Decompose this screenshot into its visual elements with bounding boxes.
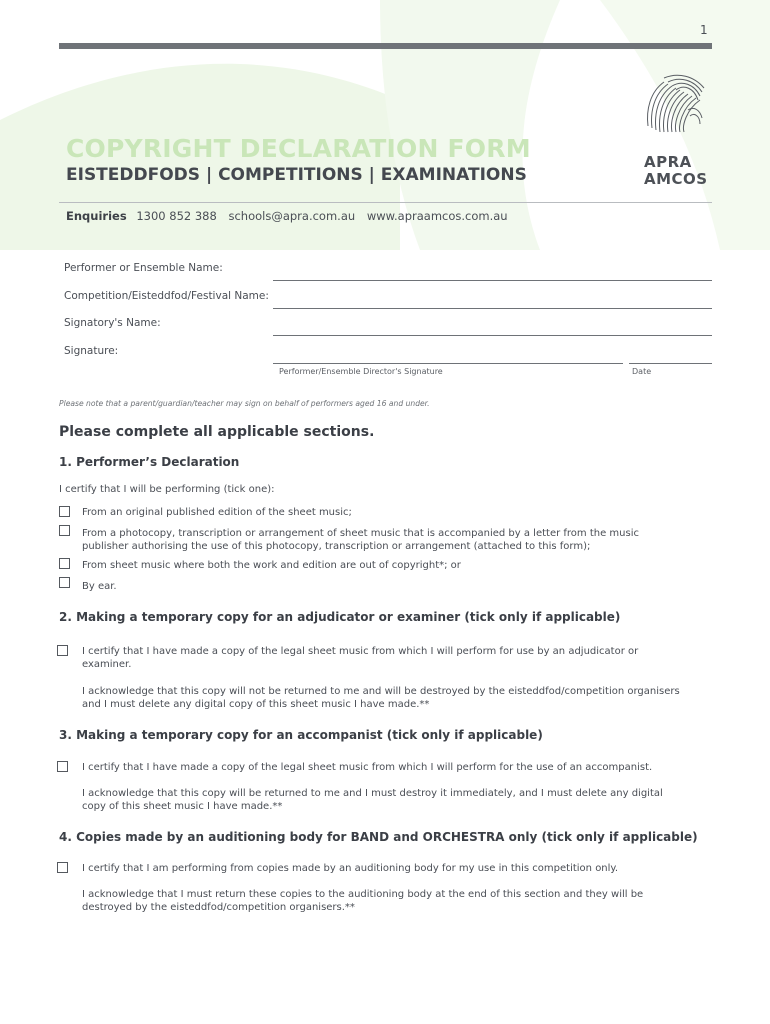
logo-line-apra: APRA xyxy=(644,153,692,171)
section4-certify-text: I certify that I am performing from copies made by an auditioning body for my use in this competition only. xyxy=(82,863,619,874)
enquiries-phone[interactable]: 1300 852 388 xyxy=(136,209,217,223)
signature-field[interactable] xyxy=(273,363,623,364)
section3-ack-text-cont: copy of this sheet music I have made.** xyxy=(82,801,283,812)
section2-checkbox[interactable] xyxy=(57,645,68,656)
section1-option2-checkbox[interactable] xyxy=(59,525,70,536)
competition-name-label: Competition/Eisteddfod/Festival Name: xyxy=(64,290,269,302)
section2-ack-text-cont: and I must delete any digital copy of this sheet music I have made.** xyxy=(82,699,430,710)
page-number: 1 xyxy=(700,23,708,37)
sections-heading: Please complete all applicable sections. xyxy=(59,424,375,440)
section4-ack-text: I acknowledge that I must return these copies to the auditioning body at the end of this section and they will be xyxy=(82,889,644,900)
section3-certify-text: I certify that I have made a copy of the legal sheet music from which I will perform for the use of an accompanist. xyxy=(82,762,653,773)
header-divider xyxy=(59,202,712,203)
enquiries-website[interactable]: www.apraamcos.com.au xyxy=(366,209,508,223)
apra-amcos-logo-text xyxy=(644,154,708,188)
date-field[interactable] xyxy=(629,363,712,364)
logo-line-amcos: AMCOS xyxy=(644,170,708,188)
signatory-name-field[interactable] xyxy=(273,335,712,336)
section1-intro: I certify that I will be performing (tick one): xyxy=(59,484,275,495)
enquiries-label: Enquiries xyxy=(66,209,127,223)
enquiries-email[interactable]: schools@apra.com.au xyxy=(228,209,356,223)
section4-ack-text-cont: destroyed by the eisteddfod/competition organisers.** xyxy=(82,902,355,913)
performer-name-field[interactable] xyxy=(273,280,712,281)
section1-option1-text: From an original published edition of the sheet music; xyxy=(82,507,352,518)
section2-title: 2. Making a temporary copy for an adjudicator or examiner (tick only if applicable) xyxy=(59,610,621,624)
section3-ack-text: I acknowledge that this copy will be returned to me and I must destroy it immediately, and I must delete any digital xyxy=(82,788,663,799)
section2-certify-text: I certify that I have made a copy of the legal sheet music from which I will perform for use by an adjudicator or xyxy=(82,646,639,657)
section1-option4-text: By ear. xyxy=(82,581,117,592)
section1-option1-checkbox[interactable] xyxy=(59,506,70,517)
form-subtitle: EISTEDDFODS | COMPETITIONS | EXAMINATIONS xyxy=(66,165,527,185)
enquiries-bar xyxy=(66,209,516,223)
section1-option3-checkbox[interactable] xyxy=(59,558,70,569)
section1-title: 1. Performer’s Declaration xyxy=(59,455,240,469)
section2-certify-text-cont: examiner. xyxy=(82,659,132,670)
guardian-note: Please note that a parent/guardian/teacher may sign on behalf of performers aged 16 and under. xyxy=(59,399,430,408)
form-title: COPYRIGHT DECLARATION FORM xyxy=(66,134,531,163)
section4-title: 4. Copies made by an auditioning body for BAND and ORCHESTRA only (tick only if applicable) xyxy=(59,830,698,844)
section1-option3-text: From sheet music where both the work and edition are out of copyright*; or xyxy=(82,560,461,571)
section1-option2-text: From a photocopy, transcription or arrangement of sheet music that is accompanied by a letter from the music xyxy=(82,528,639,539)
apra-amcos-logo-icon xyxy=(642,70,708,134)
section3-title: 3. Making a temporary copy for an accompanist (tick only if applicable) xyxy=(59,728,543,742)
section1-option4-checkbox[interactable] xyxy=(59,577,70,588)
section2-ack-text: I acknowledge that this copy will not be returned to me and will be destroyed by the eisteddfod/competition organisers xyxy=(82,686,680,697)
section4-checkbox[interactable] xyxy=(57,862,68,873)
top-bar-divider xyxy=(59,43,712,49)
signatory-name-label: Signatory's Name: xyxy=(64,317,161,329)
date-caption: Date xyxy=(632,367,652,376)
section3-checkbox[interactable] xyxy=(57,761,68,772)
competition-name-field[interactable] xyxy=(273,308,712,309)
section1-option2-text-cont: publisher authorising the use of this photocopy, transcription or arrangement (attached to this form); xyxy=(82,541,591,552)
signature-label: Signature: xyxy=(64,345,119,357)
signature-caption: Performer/Ensemble Director's Signature xyxy=(279,367,443,376)
performer-name-label: Performer or Ensemble Name: xyxy=(64,262,223,274)
